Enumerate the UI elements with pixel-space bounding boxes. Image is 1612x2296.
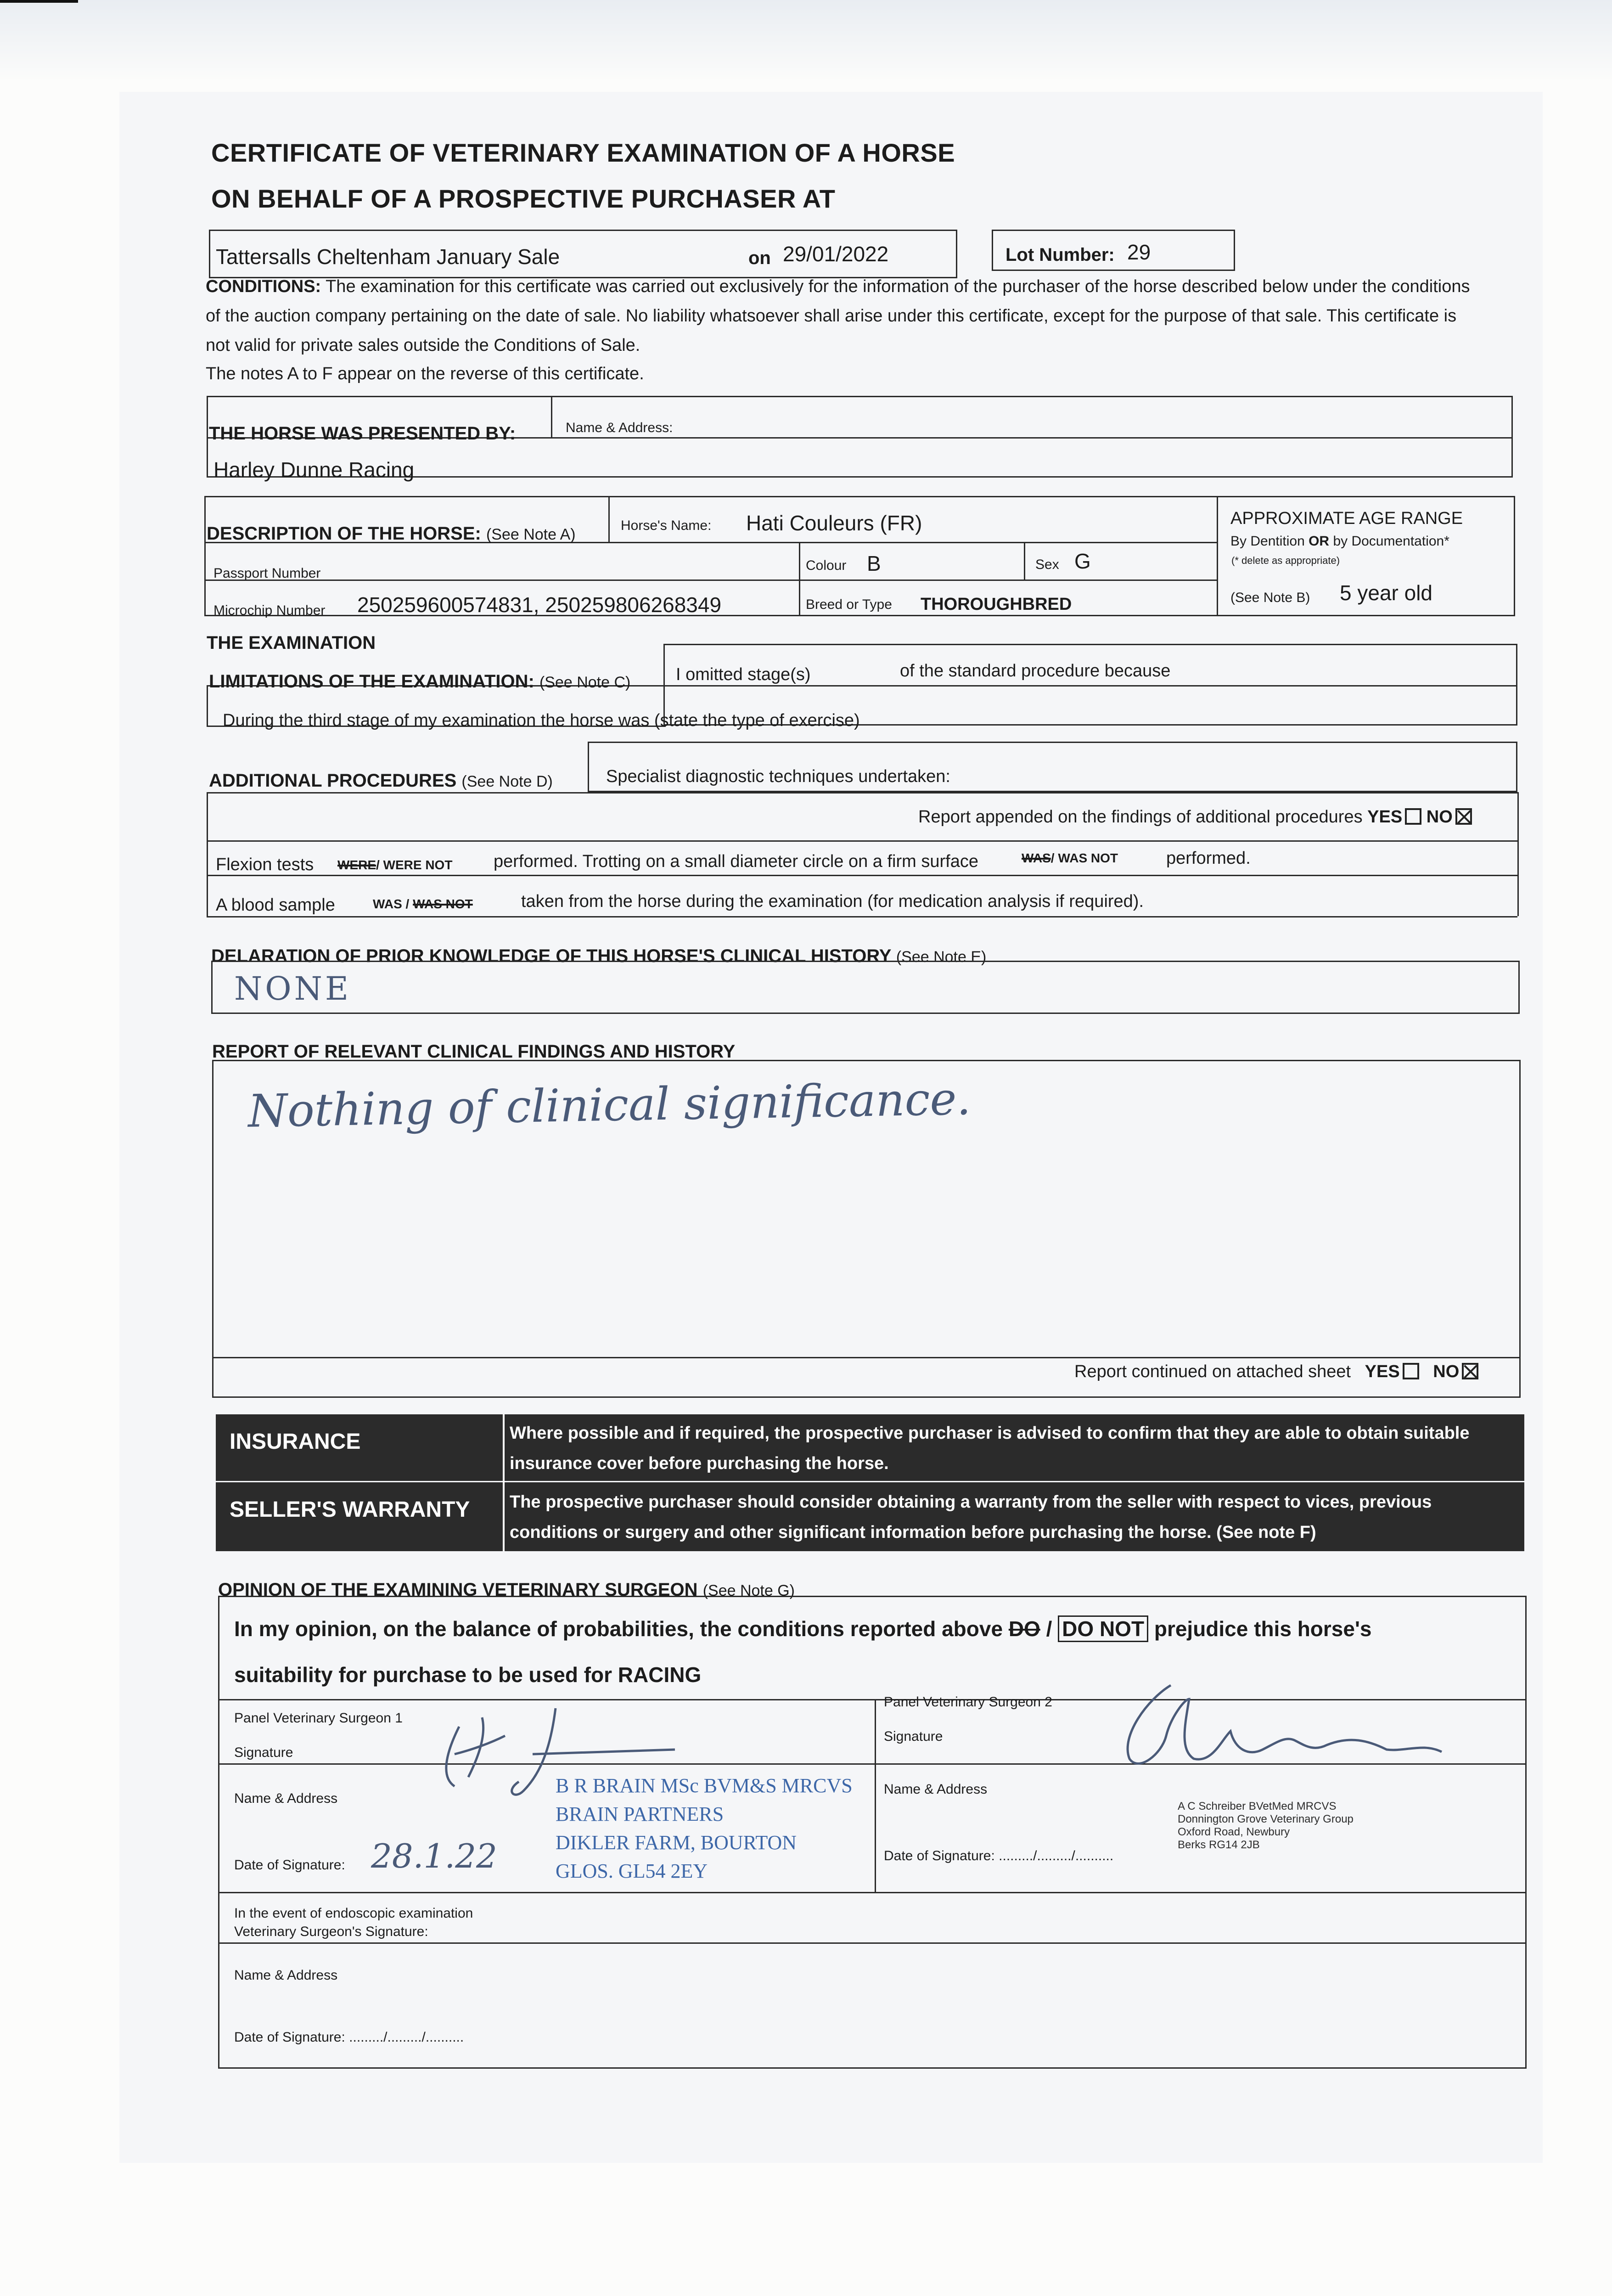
appended-yes-checkbox[interactable] <box>1405 808 1421 825</box>
stamp-line: Berks RG14 2JB <box>1178 1839 1260 1851</box>
stamp-line: B R BRAIN MSc BVM&S MRCVS <box>556 1774 853 1797</box>
presenter-name: Harley Dunne Racing <box>213 458 415 482</box>
appended-yes-label: YES <box>1367 807 1403 827</box>
warranty-label: SELLER'S WARRANTY <box>230 1497 470 1522</box>
divider <box>551 396 552 437</box>
surgeon1-date-label: Date of Signature: <box>234 1857 345 1873</box>
divider <box>207 840 1517 842</box>
sex-label: Sex <box>1035 557 1059 572</box>
opinion-do-not: DO NOT <box>1058 1615 1148 1642</box>
surgeon1-signature-label: Signature <box>234 1745 293 1760</box>
endoscopic-name-label: Name & Address <box>234 1968 338 1983</box>
flexion-options <box>337 858 452 872</box>
performed-text: performed. <box>1166 849 1251 868</box>
divider <box>207 685 208 726</box>
report-continued <box>1074 1362 1478 1382</box>
prior-knowledge-note: (See Note E) <box>896 948 987 966</box>
horse-name: Hati Couleurs (FR) <box>746 511 922 535</box>
surgeon1-date: 28.1.22 <box>371 1837 497 1875</box>
conditions-body: The examination for this certificate was carried out exclusively for the information of the purchaser of the horse described below under the conditions of the auction company pertaining on the date of sale. No liability whatsoever shall arise under this certificate, except for the purpose of that sale. This certificate is not valid for private sales outside the Conditions of Sale. <box>206 277 1470 355</box>
continued-no-checkbox[interactable] <box>1462 1363 1478 1379</box>
additional-note: (See Note D) <box>461 773 553 790</box>
report-appended <box>918 807 1472 827</box>
report-appended-text: Report appended on the findings of additional procedures <box>918 807 1363 827</box>
endoscopic-line-1: In the event of endoscopic examination <box>234 1906 473 1921</box>
flexion-label: Flexion tests <box>216 855 314 874</box>
blood-options <box>373 897 473 912</box>
report-continued-text: Report continued on attached sheet <box>1074 1362 1351 1381</box>
breed-value: THOROUGHBRED <box>921 595 1072 614</box>
surgeon2-panel-label: Panel Veterinary Surgeon 2 <box>884 1694 1052 1710</box>
third-stage-text: During the third stage of my examination the horse was (state the type of exercise) <box>223 711 860 730</box>
presented-by-label: THE HORSE WAS PRESENTED BY: <box>209 423 516 444</box>
stamp-line: DIKLER FARM, BOURTON <box>556 1831 797 1854</box>
stamp-line: GLOS. GL54 2EY <box>556 1860 708 1882</box>
opinion-text-b: prejudice this horse's <box>1154 1617 1372 1641</box>
divider <box>1217 496 1218 616</box>
insurance-text: Where possible and if required, the prospective purchaser is advised to confirm that they are able to obtain suitable insurance cover before purchasing the horse. <box>510 1424 1470 1473</box>
divider <box>218 1892 1527 1893</box>
divider <box>218 1942 1527 1944</box>
additional-label <box>209 771 553 791</box>
continued-yes-checkbox[interactable] <box>1403 1363 1419 1379</box>
stamp-line: A C Schreiber BVetMed MRCVS <box>1178 1800 1337 1812</box>
microchip-label: Microchip Number <box>213 603 326 618</box>
on-label: on <box>748 248 771 268</box>
surgeon1-panel-label: Panel Veterinary Surgeon 1 <box>234 1711 403 1726</box>
appended-no-label: NO <box>1426 807 1453 827</box>
title-line-2: ON BEHALF OF A PROSPECTIVE PURCHASER AT <box>211 184 836 213</box>
insurance-label: INSURANCE <box>230 1429 361 1454</box>
trotting-options <box>1022 851 1118 866</box>
stamp-line: Donnington Grove Veterinary Group <box>1178 1813 1354 1825</box>
divider <box>207 875 1517 876</box>
opinion-line-2: suitability for purchase to be used for RACING <box>234 1663 702 1687</box>
conditions-text <box>206 272 1482 360</box>
age-title: APPROXIMATE AGE RANGE <box>1230 509 1463 528</box>
title-line-1: CERTIFICATE OF VETERINARY EXAMINATION OF A HORSE <box>211 138 955 167</box>
microchip-value: 250259600574831, 250259806268349 <box>357 593 722 617</box>
endoscopic-line-2: Veterinary Surgeon's Signature: <box>234 1924 428 1939</box>
breed-label: Breed or Type <box>806 597 892 612</box>
divider <box>204 580 1217 581</box>
surgeon2-date-label: Date of Signature: ........./........./.......... <box>884 1848 1114 1863</box>
warranty-text: The prospective purchaser should consider obtaining a warranty from the seller with respect to vices, previous conditions or surgery and other significant information before purchasing the horse. (See note F) <box>510 1492 1432 1542</box>
conditions-notes: The notes A to F appear on the reverse of this certificate. <box>206 364 644 383</box>
divider <box>875 1699 876 1892</box>
opinion-title: OPINION OF THE EXAMINING VETERINARY SURGEON <box>218 1580 698 1600</box>
age-note: (See Note B) <box>1230 590 1310 605</box>
continued-yes-label: YES <box>1365 1362 1400 1381</box>
divider <box>207 916 1517 917</box>
divider <box>799 542 800 616</box>
stamp-line: Oxford Road, Newbury <box>1178 1826 1290 1838</box>
divider <box>207 792 208 916</box>
name-address-label: Name & Address: <box>566 420 673 435</box>
lot-label: Lot Number: <box>1005 245 1115 265</box>
colour-label: Colour <box>806 558 847 573</box>
age-by-dentition: By Dentition <box>1230 534 1305 549</box>
trotting-text: performed. Trotting on a small diameter circle on a firm surface <box>494 852 978 871</box>
prior-knowledge-box <box>211 961 1520 1014</box>
divider <box>1517 792 1519 916</box>
lot-number: 29 <box>1127 240 1151 264</box>
surgeon1-name-label: Name & Address <box>234 1791 338 1806</box>
endoscopic-date-label: Date of Signature: ........./........./.......... <box>234 2030 464 2045</box>
report-label: REPORT OF RELEVANT CLINICAL FINDINGS AND HISTORY <box>212 1041 736 1062</box>
age-delete-note: (* delete as appropriate) <box>1231 555 1340 566</box>
surgeon2-signature-label: Signature <box>884 1729 943 1744</box>
surgeon2-signature <box>1111 1671 1460 1782</box>
age-method <box>1230 534 1449 549</box>
divider <box>207 792 1517 793</box>
flexion-were-not: / WERE NOT <box>376 858 453 872</box>
trotting-was: WAS <box>1022 851 1051 865</box>
omitted-stages: I omitted stage(s) <box>676 665 811 684</box>
opinion-text-a: In my opinion, on the balance of probabilities, the conditions reported above <box>234 1617 1003 1641</box>
colour-value: B <box>867 551 881 575</box>
examination-label: THE EXAMINATION <box>207 633 376 653</box>
flexion-were: WERE <box>337 858 376 872</box>
passport-label: Passport Number <box>213 566 321 581</box>
blood-was-not: WAS NOT <box>413 897 473 911</box>
divider <box>503 1414 505 1551</box>
scan-edge-mark <box>0 0 78 3</box>
additional-title: ADDITIONAL PROCEDURES <box>209 771 457 791</box>
blood-sample-label: A blood sample <box>216 895 335 915</box>
conditions-label: CONDITIONS: <box>206 277 321 296</box>
age-value: 5 year old <box>1340 581 1433 605</box>
description-title: DESCRIPTION OF THE HORSE: <box>207 523 481 544</box>
divider <box>608 496 610 542</box>
age-by-documentation: by Documentation* <box>1333 534 1449 549</box>
sale-name: Tattersalls Cheltenham January Sale <box>216 245 560 269</box>
insurance-row <box>216 1414 1524 1481</box>
blood-text: taken from the horse during the examination (for medication analysis if required). <box>521 892 1144 911</box>
because-text: of the standard procedure because <box>900 661 1171 681</box>
stamp-line: BRAIN PARTNERS <box>556 1803 724 1825</box>
sale-date: 29/01/2022 <box>783 242 889 266</box>
warranty-row <box>216 1482 1524 1551</box>
report-value: Nothing of clinical significance. <box>247 1073 972 1138</box>
prior-knowledge-title: DELARATION OF PRIOR KNOWLEDGE OF THIS HORSE'S CLINICAL HISTORY <box>211 946 891 966</box>
appended-no-checkbox[interactable] <box>1455 808 1472 825</box>
age-or: OR <box>1309 534 1330 549</box>
opinion-do: DO <box>1008 1617 1040 1641</box>
surgeon2-name-label: Name & Address <box>884 1782 988 1797</box>
blood-was: WAS / <box>373 897 410 911</box>
horse-name-label: Horse's Name: <box>621 518 712 533</box>
specialist-text: Specialist diagnostic techniques undertaken: <box>606 767 950 786</box>
surgeon2-stamp <box>1178 1800 1354 1851</box>
opinion-line-1: In my opinion, on the balance of probabilities, the conditions reported above DO / DO NOT prejudice this horse's <box>234 1616 1371 1641</box>
prior-knowledge-value: NONE <box>234 970 351 1007</box>
description-label <box>207 523 576 544</box>
divider <box>1024 542 1025 580</box>
limitations-label <box>209 671 630 692</box>
opinion-note: (See Note G) <box>702 1582 795 1599</box>
divider <box>212 1357 1521 1358</box>
continued-no-label: NO <box>1433 1362 1460 1381</box>
trotting-was-not: / WAS NOT <box>1050 851 1118 865</box>
limitations-title: LIMITATIONS OF THE EXAMINATION: <box>209 671 534 692</box>
sex-value: G <box>1074 549 1091 573</box>
surgeon1-stamp <box>556 1772 853 1885</box>
description-note: (See Note A) <box>486 526 576 543</box>
scan-shadow <box>0 0 1612 83</box>
limitations-note: (See Note C) <box>539 674 631 691</box>
